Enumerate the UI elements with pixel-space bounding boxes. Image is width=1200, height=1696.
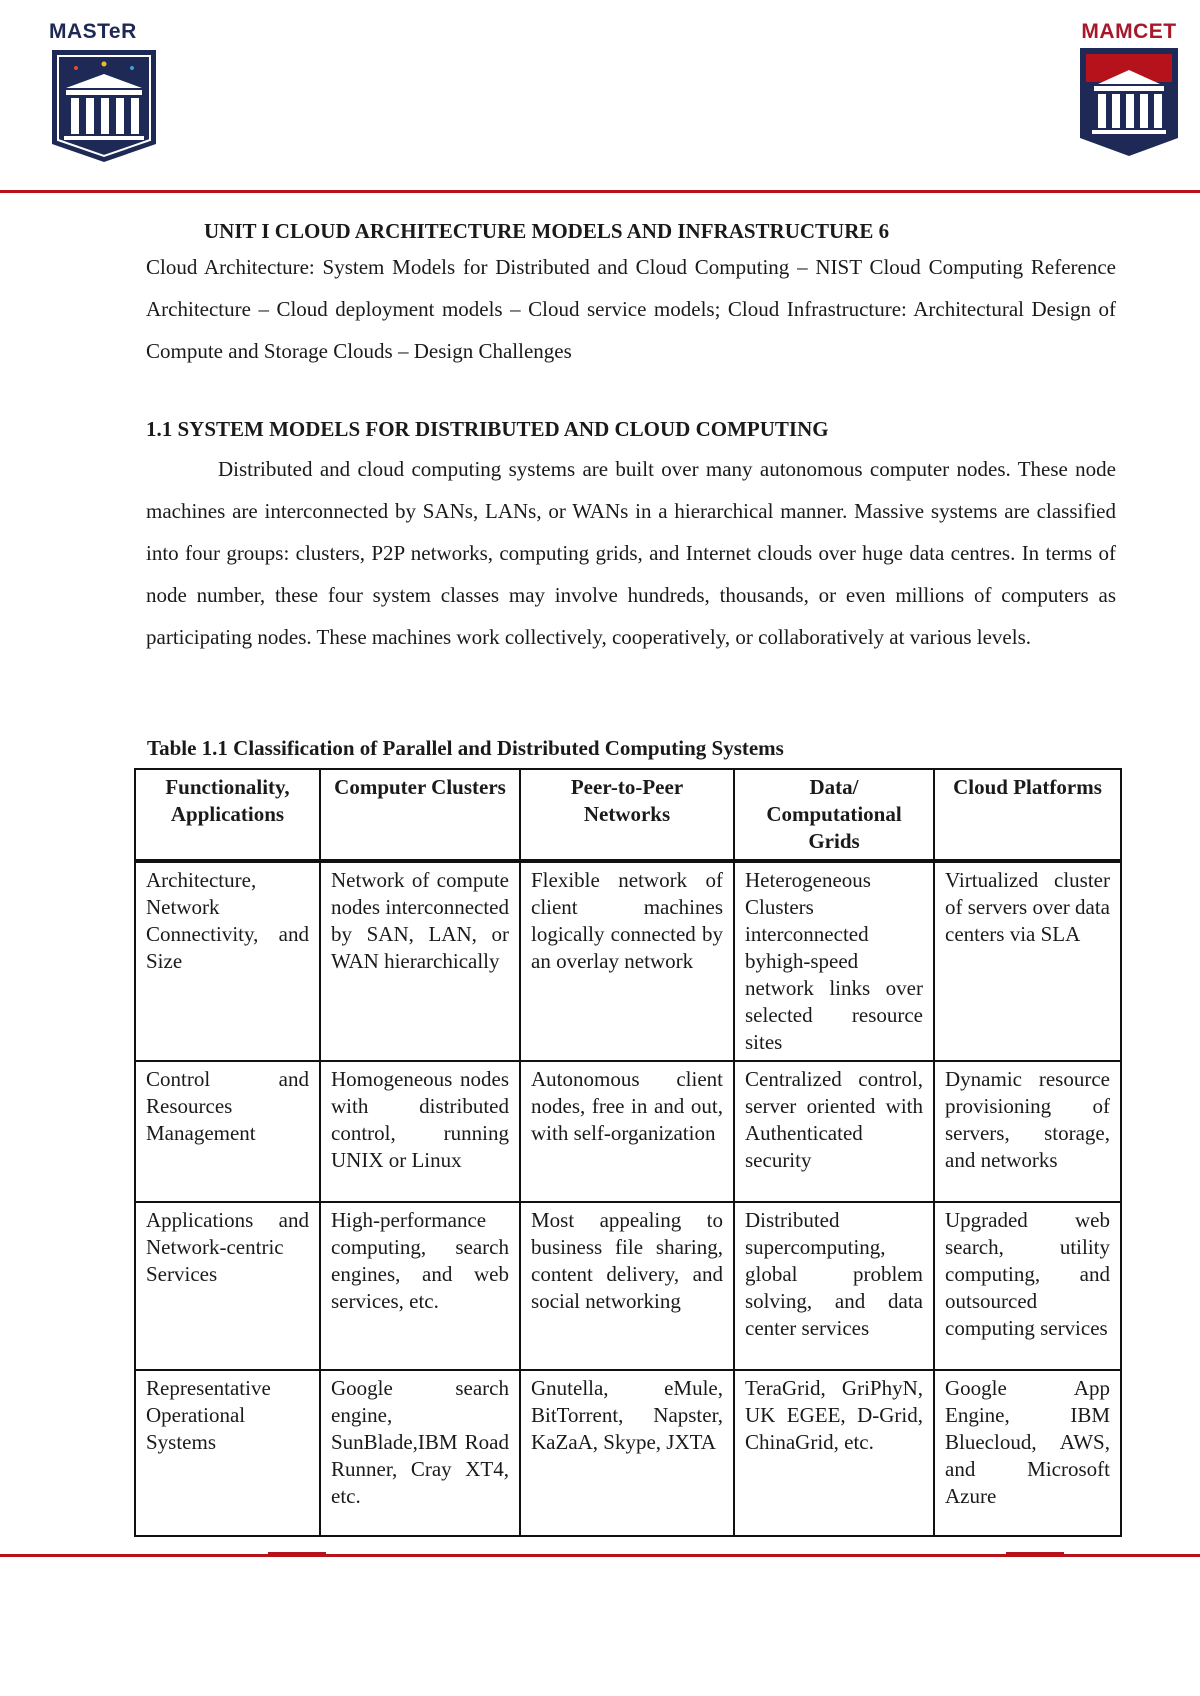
- table-cell: Network of compute nodes interconnected by SAN, LAN, or WAN hierarchically: [320, 862, 520, 1061]
- table-cell: Control and Resources Management: [135, 1061, 320, 1202]
- unit-syllabus: Cloud Architecture: System Models for Distributed and Cloud Computing – NIST Cloud Computing Reference Architecture – Cloud deployment models – Cloud service models; Cloud Infrastructure: Architectural Design of Compute and Storage Clouds – Design Challenges: [146, 255, 1116, 363]
- table-header-cell: Peer-to-Peer Networks: [520, 769, 734, 860]
- mamcet-crest-icon: [1074, 44, 1184, 162]
- table-cell: Architecture, Network Connectivity, and Size: [135, 862, 320, 1061]
- table-cell: High-performance computing, search engines, and web services, etc.: [320, 1202, 520, 1370]
- table-cell: Upgraded web search, utility computing, and outsourced computing services: [934, 1202, 1121, 1370]
- table-cell: TeraGrid, GriPhyN, UK EGEE, D-Grid, ChinaGrid, etc.: [734, 1370, 934, 1536]
- table-header-cell: Computer Clusters: [320, 769, 520, 860]
- table-cell: Google App Engine, IBM Bluecloud, AWS, and Microsoft Azure: [934, 1370, 1121, 1536]
- table-cell: Google search engine, SunBlade,IBM Road Runner, Cray XT4, etc.: [320, 1370, 520, 1536]
- table-header-row: [135, 769, 1121, 860]
- table-cell: Applications and Network-centric Services: [135, 1202, 320, 1370]
- page-content: [146, 216, 1116, 658]
- table-cell: Flexible network of client machines logically connected by an overlay network: [520, 862, 734, 1061]
- table-row: [135, 1202, 1121, 1370]
- table-cell: Dynamic resource provisioning of servers, storage, and networks: [934, 1061, 1121, 1202]
- table-row: [135, 1061, 1121, 1202]
- table-header-cell: Cloud Platforms: [934, 769, 1121, 860]
- table-header-cell: Data/ Computational Grids: [734, 769, 934, 860]
- classification-table: [134, 736, 1122, 1537]
- table-cell: Virtualized cluster of servers over data centers via SLA: [934, 862, 1121, 1061]
- table-cell: Gnutella, eMule, BitTorrent, Napster, KaZaA, Skype, JXTA: [520, 1370, 734, 1536]
- table-cell: Heterogeneous Clusters interconnected byhigh-speed network links over selected resource sites: [734, 862, 934, 1061]
- section-title: 1.1 SYSTEM MODELS FOR DISTRIBUTED AND CLOUD COMPUTING: [146, 417, 829, 441]
- table-header-cell: Functionality, Applications: [135, 769, 320, 860]
- mamcet-logo-text: MAMCET: [1081, 20, 1177, 43]
- table-cell: Centralized control, server oriented with Authenticated security: [734, 1061, 934, 1202]
- table-cell: Most appealing to business file sharing, content delivery, and social networking: [520, 1202, 734, 1370]
- master-crest-icon: [44, 44, 164, 166]
- table-row: [135, 862, 1121, 1061]
- table-cell: Autonomous client nodes, free in and out, with self-organization: [520, 1061, 734, 1202]
- table-row: [135, 1370, 1121, 1536]
- mamcet-logo: [1074, 20, 1184, 162]
- section-paragraph: Distributed and cloud computing systems are built over many autonomous computer nodes. These node machines are interconnected by SANs, LANs, or WANs in a hierarchical manner. Massive systems are classified into four groups: clusters, P2P networks, computing grids, and Internet clouds over huge data centres. In terms of node number, these four system classes may involve hundreds, thousands, or even millions of computers as participating nodes. These machines work collectively, cooperatively, or collaboratively at various levels.: [146, 457, 1116, 649]
- table-cell: Representative Operational Systems: [135, 1370, 320, 1536]
- master-logo: [44, 20, 164, 166]
- table-caption: Table 1.1 Classification of Parallel and Distributed Computing Systems: [147, 736, 784, 760]
- table-cell: Distributed supercomputing, global problem solving, and data center services: [734, 1202, 934, 1370]
- master-logo-text: MASTeR: [49, 20, 137, 43]
- header-divider: [0, 190, 1200, 193]
- footer-divider-accent: [1006, 1552, 1064, 1557]
- unit-title: UNIT I CLOUD ARCHITECTURE MODELS AND INFRASTRUCTURE 6: [204, 219, 890, 243]
- table-cell: Homogeneous nodes with distributed control, running UNIX or Linux: [320, 1061, 520, 1202]
- footer-divider-accent: [268, 1552, 326, 1557]
